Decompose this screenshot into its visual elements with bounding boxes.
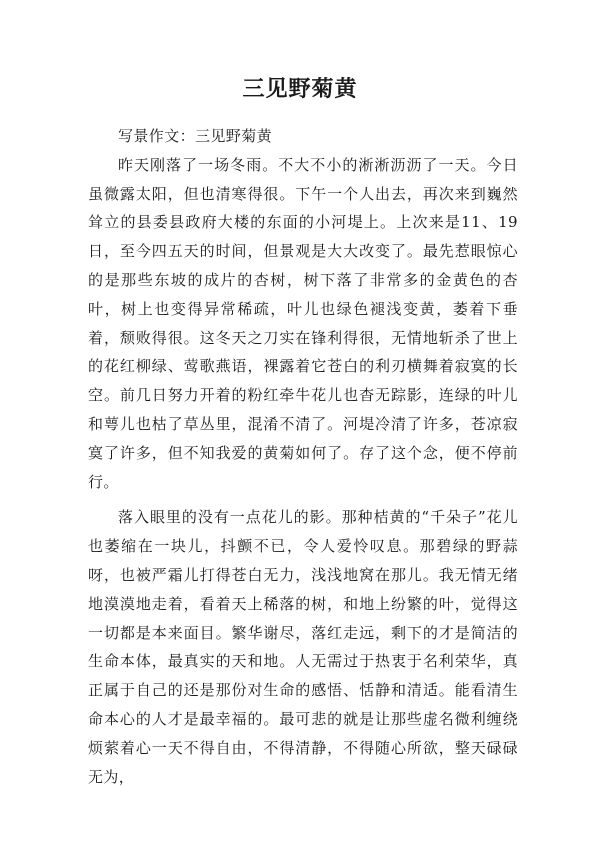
document-title: 三见野菊黄 xyxy=(242,76,358,102)
document-body xyxy=(88,122,518,791)
document-subtitle: 写景作文：三见野菊黄 xyxy=(118,127,273,145)
paragraph: 昨天刚落了一场冬雨。不大不小的淅淅沥沥了一天。今日虽微露太阳，但也清寒得很。下午一个人出去，再次来到巍然耸立的县委县政府大楼的东面的小河堤上。上次来是11、19日，至今四五天的时间，但景观是大大改变了。最先惹眼惊心的是那些东坡的成片的杏树，树下落了非常多的金黄色的杏叶，树上也变得异常稀疏，叶儿也绿色褪浅变黄，萎着下垂着，颓败得很。这冬天之刀实在锋利得很，无情地斩杀了世上的花红柳绿、莺歌燕语，裸露着它苍白的利刃横舞着寂寞的长空。前几日努力开着的粉红牵牛花儿也杳无踪影，连绿的叶儿和萼儿也枯了草丛里，混淆不清了。河堤冷清了许多，苍凉寂寞了许多，但不知我爱的黄菊如何了。存了这个念，便不停前行。 xyxy=(88,155,518,491)
paragraph: 落入眼里的没有一点花儿的影。那种桔黄的“千朵子”花儿也萎缩在一块儿，抖颤不已，令人爱怜叹息。那碧绿的野蒜呀，也被严霜儿打得苍白无力，浅浅地窝在那儿。我无情无绪地漠漠地走着，看着天上稀落的树，和地上纷繁的叶，觉得这一切都是本来面目。繁华谢尽，落红走远，剩下的才是简洁的生命本体，最真实的天和地。人无需过于热衷于名利荣华，真正属于自己的还是那份对生命的感悟、恬静和清适。能看清生命本心的人才是最幸福的。最可悲的就是让那些虚名微利缠绕烦萦着心一天不得自由，不得清静，不得随心所欲，整天碌碌无为， xyxy=(88,508,518,786)
